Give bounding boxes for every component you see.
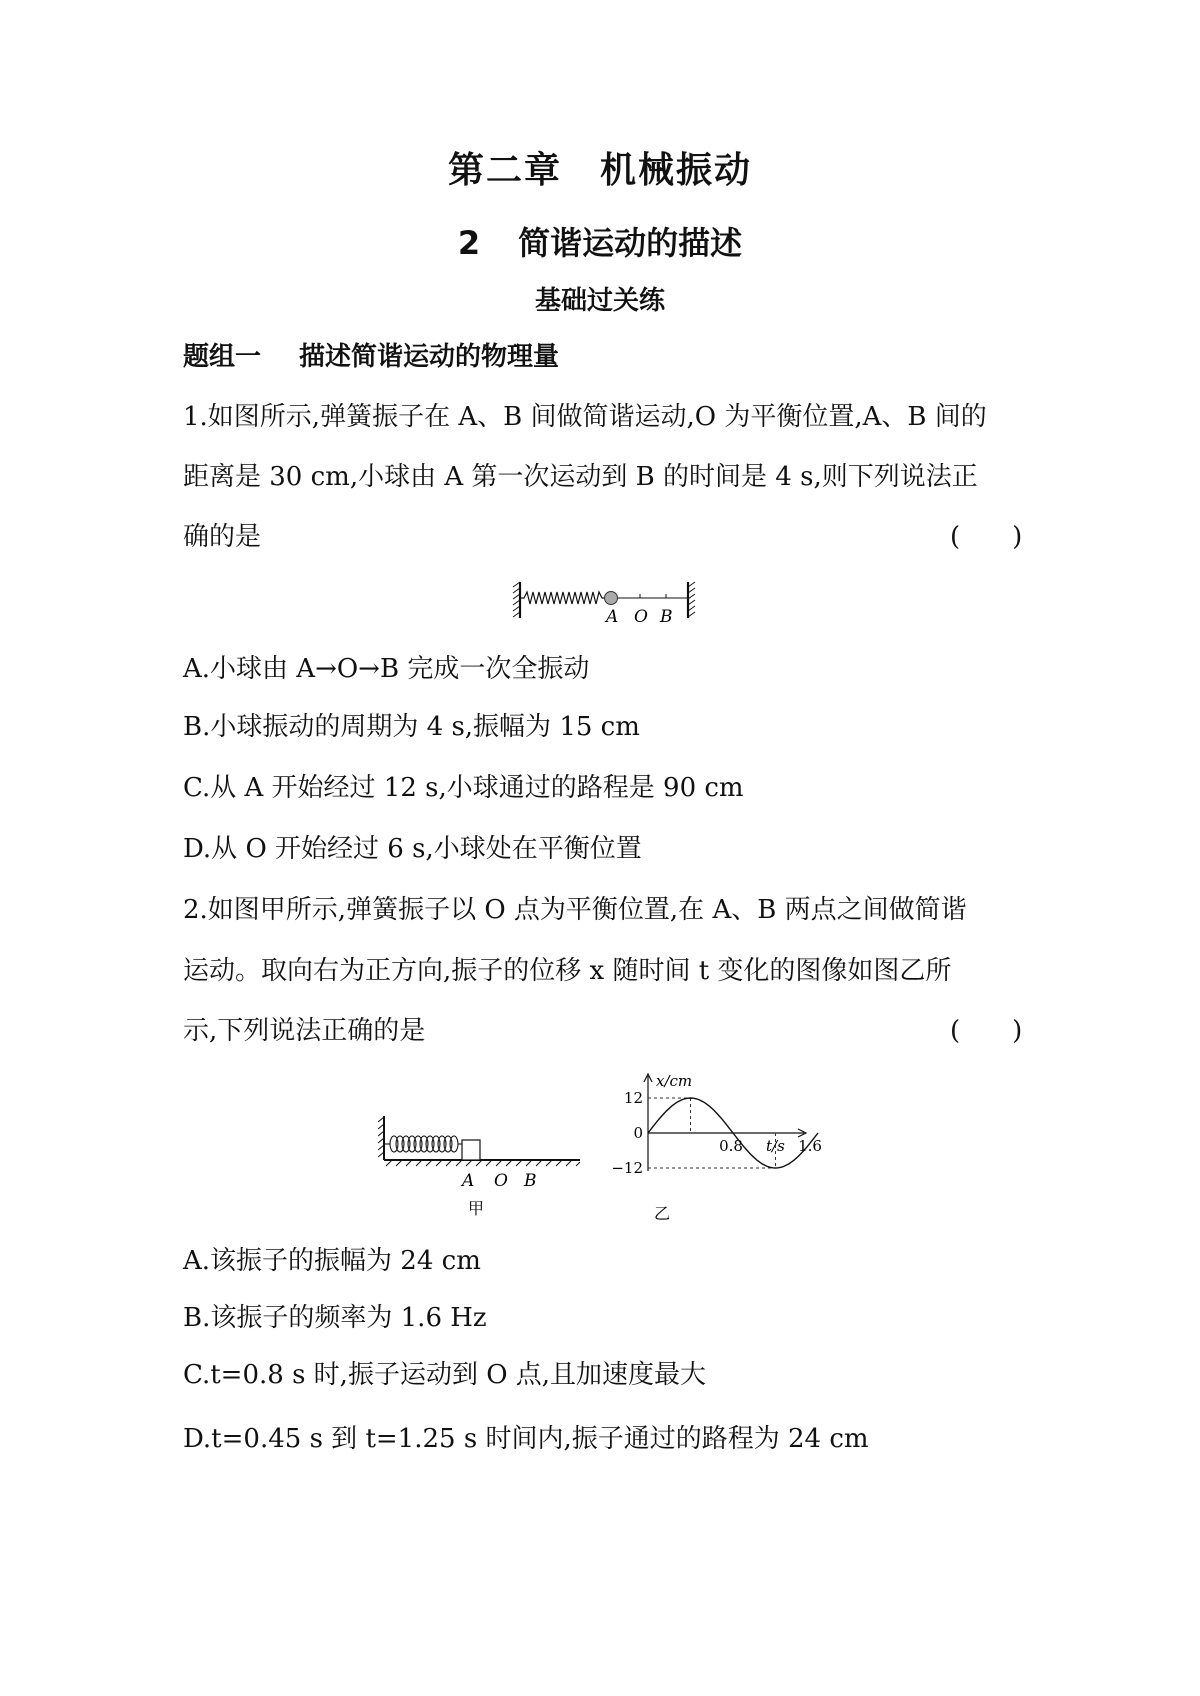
q1-spring-figure [510, 578, 710, 640]
y-tick-label: 12 [623, 1089, 643, 1107]
q1-label-a: A [606, 607, 619, 627]
q1-label-b: B [660, 607, 673, 627]
jia-caption: 甲 [467, 1199, 485, 1218]
q1-stem-line-3: 确的是 [183, 522, 262, 552]
x-axis-label: t/s [766, 1137, 785, 1155]
y-axis-label: x/cm [656, 1072, 693, 1090]
q2-answer-blank[interactable]: ( ) [950, 1016, 1023, 1046]
q1-label-o: O [634, 607, 648, 627]
jia-block [462, 1140, 480, 1160]
q1-option-a[interactable]: A.小球由 A→O→B 完成一次全振动 [183, 654, 590, 684]
section-number: 2 [457, 224, 481, 262]
jia-label-b: B [524, 1171, 537, 1191]
q1-option-c[interactable]: C.从 A 开始经过 12 s,小球通过的路程是 90 cm [183, 773, 744, 803]
q2-stem-line-1: 2.如图甲所示,弹簧振子以 O 点为平衡位置,在 A、B 两点之间做简谐 [183, 895, 967, 925]
group-label: 题组一 [183, 342, 262, 372]
q2-figure-yi-chart [608, 1068, 828, 1224]
x-tick-label: 0.8 [719, 1137, 743, 1155]
q2-stem-line-3: 示,下列说法正确的是 [183, 1016, 426, 1046]
q2-option-b[interactable]: B.该振子的频率为 1.6 Hz [183, 1303, 487, 1333]
jia-label-a: A [462, 1171, 475, 1191]
jia-label-o: O [494, 1171, 508, 1191]
q1-spring [520, 592, 606, 604]
q1-answer-blank[interactable]: ( ) [950, 522, 1023, 552]
q1-ball [605, 592, 618, 605]
q2-option-a[interactable]: A.该振子的振幅为 24 cm [183, 1246, 481, 1276]
q2-figure-jia [378, 1110, 598, 1220]
q2-option-c[interactable]: C.t=0.8 s 时,振子运动到 O 点,且加速度最大 [183, 1360, 707, 1390]
jia-spring [384, 1136, 462, 1152]
q2-stem-line-2: 运动。取向右为正方向,振子的位移 x 随时间 t 变化的图像如图乙所 [183, 956, 952, 986]
q1-stem-line-2: 距离是 30 cm,小球由 A 第一次运动到 B 的时间是 4 s,则下列说法正 [183, 462, 978, 492]
q1-stem-line-1: 1.如图所示,弹簧振子在 A、B 间做简谐运动,O 为平衡位置,A、B 间的 [183, 402, 987, 432]
question-group-heading [183, 336, 559, 373]
x-tick-label: 1.6 [798, 1137, 822, 1155]
section-name: 简谐运动的描述 [518, 224, 743, 262]
section-title [0, 218, 1200, 264]
yi-caption: 乙 [653, 1204, 671, 1223]
q2-option-d[interactable]: D.t=0.45 s 到 t=1.25 s 时间内,振子通过的路程为 24 cm [183, 1424, 869, 1454]
q1-option-b[interactable]: B.小球振动的周期为 4 s,振幅为 15 cm [183, 712, 640, 742]
q1-option-d[interactable]: D.从 O 开始经过 6 s,小球处在平衡位置 [183, 834, 642, 864]
y-tick-label: −12 [611, 1159, 643, 1177]
chapter-title: 第二章 机械振动 [447, 150, 752, 191]
exercise-subtitle: 基础过关练 [534, 286, 665, 316]
y-tick-label: 0 [633, 1124, 643, 1142]
group-title: 描述简谐运动的物理量 [299, 342, 560, 372]
